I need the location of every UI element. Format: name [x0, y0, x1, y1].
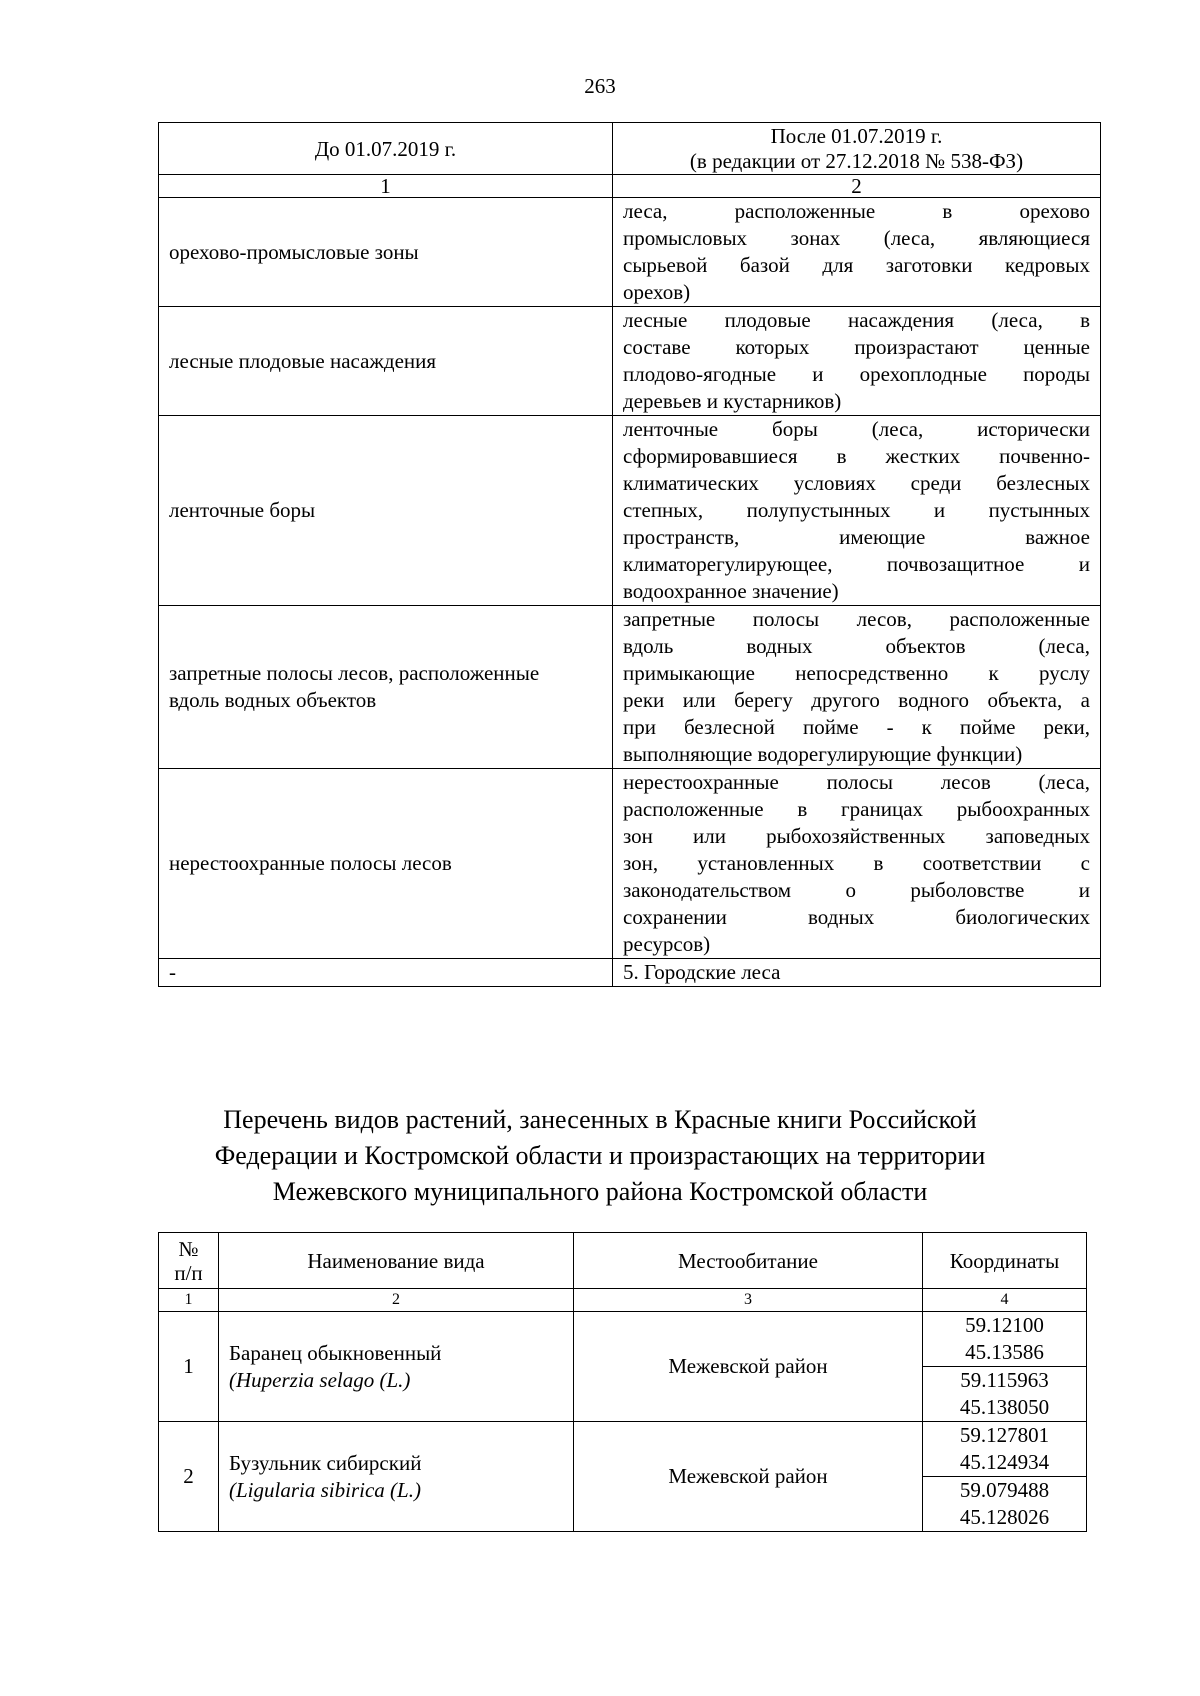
- table-row: [159, 769, 1101, 959]
- header-after: [613, 123, 1101, 175]
- after-line: примыкающие непосредственно к руслу: [623, 661, 1090, 685]
- header-after-line1: После 01.07.2019 г.: [770, 124, 943, 148]
- after-line: при безлесной пойме - к пойме реки,: [623, 715, 1090, 739]
- after-cell: [613, 198, 1101, 307]
- header-num-line: №: [178, 1236, 199, 1261]
- before-cell: ленточные боры: [159, 416, 613, 606]
- after-line: расположенные в границах рыбоохранных: [623, 797, 1090, 821]
- species-row: [159, 1312, 1087, 1367]
- after-line: зон, установленных в соответствии с: [623, 851, 1090, 875]
- coordinates-cell: [923, 1477, 1087, 1532]
- section-title: [0, 1102, 1200, 1210]
- after-line: климаторегулирующее, почвозащитное и: [623, 552, 1090, 576]
- after-line: ленточные боры (леса, исторически: [623, 417, 1090, 441]
- before-line: вдоль водных объектов: [169, 688, 377, 712]
- table-row: [159, 307, 1101, 416]
- coordinate-value: 45.13586: [965, 1340, 1044, 1364]
- before-cell: -: [159, 959, 613, 987]
- column-number: 1: [159, 1289, 219, 1312]
- after-line: законодательством о рыболовстве и: [623, 878, 1090, 902]
- species-row: [159, 1422, 1087, 1477]
- header-before: До 01.07.2019 г.: [159, 123, 613, 175]
- table-row: [159, 198, 1101, 307]
- species-name-cell: [219, 1422, 574, 1532]
- comparison-table: [158, 122, 1101, 987]
- header-coords: Координаты: [923, 1233, 1087, 1289]
- after-line: составе которых произрастают ценные: [623, 335, 1090, 359]
- column-number-row: [159, 175, 1101, 198]
- coordinate-value: 59.079488: [959, 1478, 1050, 1502]
- after-line: сырьевой базой для заготовки кедровых: [623, 253, 1090, 277]
- after-line: нерестоохранные полосы лесов (леса,: [623, 770, 1090, 794]
- coordinate-value: 45.124934: [959, 1450, 1050, 1474]
- before-cell: лесные плодовые насаждения: [159, 307, 613, 416]
- column-number: 3: [574, 1289, 923, 1312]
- after-cell: [613, 606, 1101, 769]
- after-line: запретные полосы лесов, расположенные: [623, 607, 1090, 631]
- after-cell: [613, 307, 1101, 416]
- coordinate-value: 59.115963: [960, 1368, 1049, 1392]
- after-line: степных, полупустынных и пустынных: [623, 498, 1090, 522]
- header-name: Наименование вида: [219, 1233, 574, 1289]
- before-cell: орехово-промысловые зоны: [159, 198, 613, 307]
- species-table: [158, 1232, 1087, 1532]
- coordinate-value: 45.138050: [959, 1395, 1050, 1419]
- after-line: зон или рыбохозяйственных заповедных: [623, 824, 1090, 848]
- after-line: климатических условиях среди безлесных: [623, 471, 1090, 495]
- column-number: 4: [923, 1289, 1087, 1312]
- column-number-row: [159, 1289, 1087, 1312]
- species-number: 1: [159, 1312, 219, 1422]
- coordinates-cell: [923, 1312, 1087, 1367]
- column-number: 2: [613, 175, 1101, 198]
- coordinate-value: 59.127801: [959, 1423, 1050, 1447]
- after-line: сохранении водных биологических: [623, 905, 1090, 929]
- species-name: Бузульник сибирский: [229, 1450, 422, 1475]
- before-cell: нерестоохранные полосы лесов: [159, 769, 613, 959]
- after-line: орехов): [623, 280, 691, 304]
- before-line: запретные полосы лесов, расположенные: [169, 661, 540, 685]
- table-row: [159, 606, 1101, 769]
- coordinate-value: 59.12100: [965, 1313, 1044, 1337]
- header-habitat: Местообитание: [574, 1233, 923, 1289]
- coordinate-value: 45.128026: [959, 1505, 1050, 1529]
- species-number: 2: [159, 1422, 219, 1532]
- species-header-row: [159, 1233, 1087, 1289]
- after-line: сформировавшиеся в жестких почвенно-: [623, 444, 1090, 468]
- after-cell: [613, 416, 1101, 606]
- coordinates-cell: [923, 1367, 1087, 1422]
- species-habitat: Межевской район: [574, 1422, 923, 1532]
- section-title-line: Федерации и Костромской области и произрастающих на территории: [214, 1141, 986, 1170]
- after-line: деревьев и кустарников): [623, 389, 842, 413]
- species-habitat: Межевской район: [574, 1312, 923, 1422]
- column-number: 1: [159, 175, 613, 198]
- after-line: леса, расположенные в орехово: [623, 199, 1090, 223]
- species-name: Баранец обыкновенный: [229, 1340, 442, 1365]
- species-name-cell: [219, 1312, 574, 1422]
- after-cell: [613, 769, 1101, 959]
- after-line: пространств, имеющие важное: [623, 525, 1090, 549]
- after-cell: 5. Городские леса: [613, 959, 1101, 987]
- before-cell: [159, 606, 613, 769]
- after-line: ресурсов): [623, 932, 711, 956]
- table-row: [159, 959, 1101, 987]
- after-line: вдоль водных объектов (леса,: [623, 634, 1090, 658]
- header-num: [159, 1233, 219, 1289]
- section-title-line: Межевского муниципального района Костромской области: [272, 1177, 928, 1206]
- after-line: выполняющие водорегулирующие функции): [623, 742, 1023, 766]
- species-latin-name: (Huperzia selago (L.): [229, 1367, 411, 1392]
- after-line: водоохранное значение): [623, 579, 839, 603]
- column-number: 2: [219, 1289, 574, 1312]
- after-line: плодово-ягодные и орехоплодные породы: [623, 362, 1090, 386]
- page-number: 263: [584, 74, 616, 98]
- after-line: реки или берегу другого водного объекта, а: [623, 688, 1090, 712]
- header-after-line2: (в редакции от 27.12.2018 № 538-ФЗ): [689, 149, 1024, 173]
- header-num-line: п/п: [174, 1260, 203, 1285]
- comparison-header-row: [159, 123, 1101, 175]
- after-line: промысловых зонах (леса, являющиеся: [623, 226, 1090, 250]
- species-latin-name: (Ligularia sibirica (L.): [229, 1477, 421, 1502]
- table-row: [159, 416, 1101, 606]
- coordinates-cell: [923, 1422, 1087, 1477]
- after-line: лесные плодовые насаждения (леса, в: [623, 308, 1090, 332]
- section-title-line: Перечень видов растений, занесенных в Красные книги Российской: [223, 1105, 977, 1134]
